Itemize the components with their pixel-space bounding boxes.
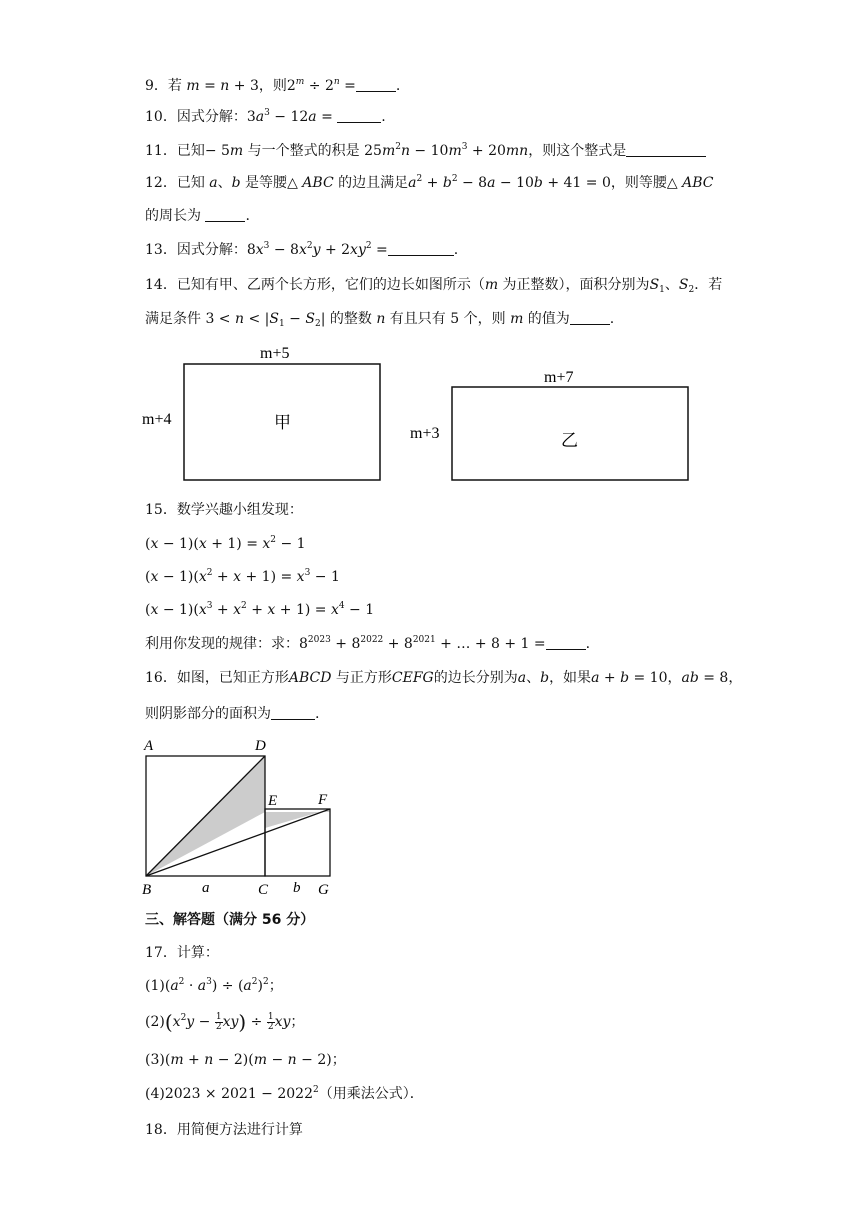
question-9: 9．若 m = n + 3，则$2^m \div 2^n$ = .	[145, 77, 401, 94]
formula-line-2: $(x - 1)(x^2 + x + 1) = x^3 - 1$	[145, 568, 340, 585]
answer-blank[interactable]	[626, 142, 706, 157]
question-number: 11．	[145, 143, 177, 159]
svg-text:a: a	[202, 880, 210, 896]
question-15-cont: 利用你发现的规律：求：$8^{2023} + 8^{2022} + 8^{2021}$ + … + 8 + 1 = .	[145, 635, 591, 652]
question-11: 11．已知− 5m 与一个整式的积是 $25m^2n - 10m^3 + 20mn$，则这个整式是	[145, 141, 706, 161]
label-yi: 乙	[561, 431, 578, 450]
answer-blank[interactable]	[271, 705, 315, 720]
label-m-plus-3: m+3	[410, 425, 440, 442]
svg-text:D: D	[255, 738, 266, 754]
question-12: 12．已知 a、b 是等腰△ ABC 的边且满足$a^2 + b^2 - 8a - 10b + 41 = 0$，则等腰△ ABC	[145, 174, 714, 191]
label-m-plus-7: m+7	[544, 369, 574, 386]
svg-text:E: E	[268, 793, 278, 809]
q17-part-3: (3)(m + n − 2)(m − n − 2)；	[145, 1052, 346, 1068]
shaded-region-2	[265, 809, 330, 828]
squares-figure	[140, 736, 350, 900]
answer-blank[interactable]	[205, 207, 245, 222]
answer-blank[interactable]	[570, 310, 610, 325]
question-number: 14．	[145, 277, 177, 293]
svg-text:A: A	[144, 738, 154, 754]
question-16: 16．如图，已知正方形ABCD 与正方形CEFG的边长分别为a、b，如果a + b = 10，ab = 8，	[145, 670, 743, 686]
question-number: 13．	[145, 242, 177, 258]
formula-line-3: $(x - 1)(x^3 + x^2 + x + 1) = x^4 - 1$	[145, 601, 375, 618]
formula-line-1: $(x - 1)(x + 1) = x^2 - 1$	[145, 535, 306, 552]
question-13: 13．因式分解：$8x^3 - 8x^2y + 2xy^2$ = .	[145, 241, 459, 258]
answer-blank[interactable]	[546, 635, 586, 650]
question-12-cont: 的周长为 .	[145, 208, 250, 224]
q17-part-2: $(2)(x^2y$ − $\frac{1}{2}$ xy) ÷ $\frac{1}{2}$ xy；	[145, 1010, 305, 1034]
question-10: 10．因式分解：$3a^3 - 12a$ = .	[145, 108, 386, 125]
question-14-cont: 满足条件 $3 < n < |S_1 - S_2|$ 的整数 n 有且只有 5 个，则 m 的值为 .	[145, 311, 615, 329]
svg-text:C: C	[258, 882, 269, 898]
question-17: 17．计算：	[145, 945, 219, 961]
question-number: 18．	[145, 1122, 177, 1138]
rectangles-figure	[140, 340, 700, 490]
label-jia: 甲	[274, 413, 291, 432]
svg-text:b: b	[293, 880, 301, 896]
svg-text:B: B	[142, 882, 152, 898]
q17-part-1: $(1)(a^2 \cdot a^3) \div (a^2)^2$；	[145, 977, 283, 994]
question-number: 12．	[145, 175, 177, 191]
question-18: 18．用简便方法进行计算	[145, 1122, 303, 1138]
answer-blank[interactable]	[388, 241, 454, 256]
question-number: 17．	[145, 945, 177, 961]
svg-text:G: G	[318, 882, 329, 898]
question-number: 10．	[145, 109, 177, 125]
answer-blank[interactable]	[356, 77, 396, 92]
answer-blank[interactable]	[337, 108, 381, 123]
svg-text:F: F	[318, 792, 328, 808]
question-16-cont: 则阴影部分的面积为 .	[145, 706, 320, 722]
q17-part-4: $(4)2023 \times 2021 - 2022^2$（用乘法公式）．	[145, 1085, 424, 1102]
question-number: 16．	[145, 670, 177, 686]
label-m-plus-4: m+4	[142, 411, 172, 428]
question-number: 15．	[145, 502, 177, 518]
question-14: 14．已知有甲、乙两个长方形，它们的边长如图所示（m 为正整数），面积分别为$S_1$、$S_2$．若	[145, 277, 723, 295]
question-15: 15．数学兴趣小组发现：	[145, 502, 303, 518]
question-number: 9．	[145, 78, 168, 94]
section-heading: 三、解答题（满分 56 分）	[145, 912, 315, 928]
label-m-plus-5: m+5	[260, 345, 290, 362]
